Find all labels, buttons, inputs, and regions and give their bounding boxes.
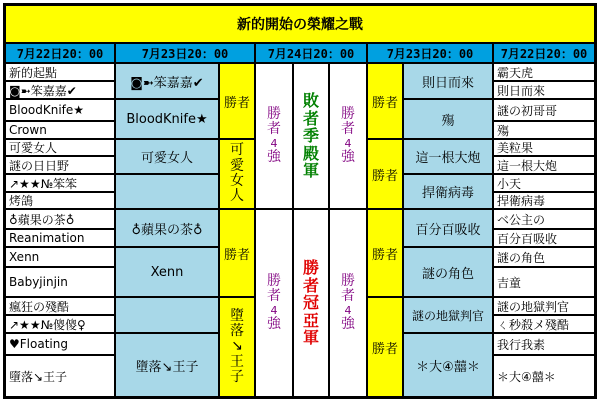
right-r3-winner-4: 勝者 [367,297,403,397]
left-r2-entry-blank-1 [115,174,219,209]
right-r1-entry-5: 美粒果 [493,139,595,156]
right-r2-entry-2: 殤 [403,99,493,139]
left-r1-entry-1: 新的起點 [5,63,115,81]
header-center: 7月24日20：00 [255,43,367,63]
left-r1-entry-10: Reanimation [5,229,115,247]
left-r3-winner-2: 勝者 [219,209,255,297]
left-strong4-bottom: 勝 者 4 強 [255,209,293,397]
header-left-r1: 7月22日20：00 [5,43,115,63]
left-r1-entry-14: ↗★★№傻傻♀ [5,315,115,333]
left-r2-entry-5: Xenn [115,247,219,297]
right-r1-entry-12: 吉童 [493,267,595,297]
left-r1-entry-7: ↗★★№笨笨 [5,174,115,192]
right-r1-entry-1: 霸天虎 [493,63,595,81]
left-r1-entry-4: Crown [5,121,115,139]
right-r1-entry-7: 小天 [493,174,595,192]
right-r2-entry-1: 則日而來 [403,63,493,99]
right-r1-entry-13: 謎の地獄判官 [493,297,595,315]
header-right-r2: 7月23日20：00 [367,43,493,63]
left-r3-semi-b: 墮 落 ↘ 王 子 [219,297,255,397]
right-r2-entry-4: 捍衛病毒 [403,174,493,209]
right-r1-entry-10: 百分百吸收 [493,229,595,247]
right-r3-winner-2: 勝者 [367,139,403,209]
left-r1-entry-3: BloodKnife★ [5,99,115,121]
left-r2-entry-2: BloodKnife★ [115,99,219,139]
winners-bracket-label: 勝 者 冠 亞 軍 [293,209,329,397]
left-r2-entry-4: ♁蘋果の茶♁ [115,209,219,247]
losers-bracket-label: 敗 者 季 殿 軍 [293,63,329,209]
right-r1-entry-11: 謎の角色 [493,247,595,267]
right-r1-entry-16: ＊大④囍＊ [493,355,595,397]
left-r2-entry-blank-2 [115,297,219,333]
right-r1-entry-2: 則日而來 [493,81,595,99]
right-r1-entry-6: 這一根大炮 [493,156,595,174]
left-r1-entry-16: 墮落↘王子 [5,355,115,397]
left-r1-entry-11: Xenn [5,247,115,267]
left-r2-entry-3: 可愛女人 [115,139,219,174]
left-r1-entry-2: ◙➼笨嘉嘉✔ [5,81,115,99]
left-r1-entry-12: Babyjinjin [5,267,115,297]
left-r1-entry-15: ♥Floating [5,333,115,355]
right-r2-entry-8: ＊大④囍＊ [403,333,493,397]
right-r2-entry-5: 百分百吸收 [403,209,493,247]
right-r1-entry-14: ㄑ秒殺メ殘酷 [493,315,595,333]
left-r1-entry-9: ♁蘋果の茶♁ [5,209,115,229]
bracket-title: 新的開始の榮耀之戰 [5,5,595,43]
right-strong4-bottom: 勝 者 4 強 [329,209,367,397]
right-r3-winner-3: 勝者 [367,209,403,297]
right-r1-entry-8: 捍衛病毒 [493,192,595,209]
left-r1-entry-13: 瘋狂の殘酷 [5,297,115,315]
left-r1-entry-8: 烤鴿 [5,192,115,209]
header-right-r1: 7月22日20：00 [493,43,595,63]
right-r1-entry-9: ベ公主の [493,209,595,229]
left-r3-winner-1: 勝者 [219,63,255,139]
right-r2-entry-6: 謎の角色 [403,247,493,297]
header-left-r2: 7月23日20：00 [115,43,255,63]
tournament-bracket [3,3,597,399]
left-r1-entry-5: 可愛女人 [5,139,115,156]
right-r2-entry-7: 謎の地獄判官 [403,297,493,333]
left-r3-semi-a: 可 愛 女 人 [219,139,255,209]
right-r3-winner-1: 勝者 [367,63,403,139]
right-r1-entry-4: 殤 [493,121,595,139]
right-strong4-top: 勝 者 4 強 [329,63,367,209]
left-r2-entry-6: 墮落↘王子 [115,333,219,397]
left-strong4-top: 勝 者 4 強 [255,63,293,209]
right-r1-entry-3: 謎の初哥哥 [493,99,595,121]
right-r2-entry-3: 這一根大炮 [403,139,493,174]
left-r2-entry-1: ◙➼笨嘉嘉✔ [115,63,219,99]
right-r1-entry-15: 我行我素 [493,333,595,355]
left-r1-entry-6: 謎の日日野 [5,156,115,174]
